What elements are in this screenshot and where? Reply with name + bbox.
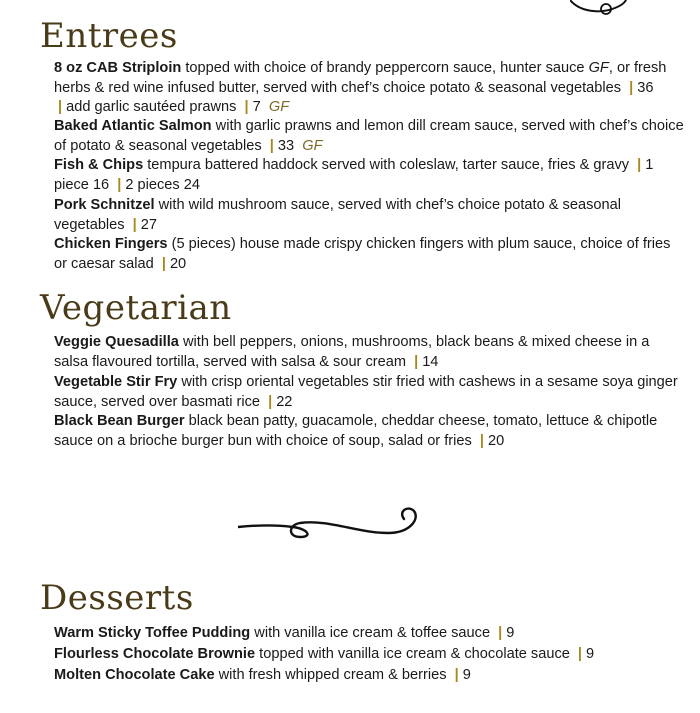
item-option: 2 pieces 24 — [125, 176, 200, 193]
menu-item-vegetable-stir-fry — [54, 373, 684, 412]
separator: | — [414, 353, 419, 370]
menu-item-veggie-quesadilla — [54, 333, 684, 372]
item-description: topped with vanilla ice cream & chocolate sauce — [255, 646, 570, 662]
item-price: 9 — [586, 646, 595, 662]
item-price: 36 — [637, 79, 654, 96]
item-option: 1 piece 16 — [54, 157, 654, 193]
item-description: tempura battered haddock served with coleslaw, tarter sauce, fries & gravy — [143, 157, 630, 173]
separator: | — [161, 255, 166, 272]
item-name: 8 oz CAB Striploin — [54, 60, 182, 76]
item-name: Chicken Fingers — [54, 236, 168, 252]
menu-item-salmon — [54, 117, 684, 156]
separator: | — [479, 432, 484, 449]
menu-item-pork-schnitzel — [54, 196, 684, 235]
item-name: Molten Chocolate Cake — [54, 667, 215, 683]
section-title-entrees: Entrees — [40, 16, 178, 56]
item-price: 9 — [462, 667, 471, 683]
item-price: 20 — [169, 255, 187, 272]
item-price: 20 — [487, 432, 505, 449]
item-description: with bell peppers, onions, mushrooms, black beans & mixed cheese in a salsa flavoured tortilla, served with salsa & sour cream — [54, 334, 650, 370]
separator: | — [498, 625, 503, 641]
item-description: topped with choice of brandy peppercorn sauce, hunter sauce — [181, 60, 589, 76]
item-description: with crisp oriental vegetables stir fried with cashews in a sesame soya ginger sauce, served over basmati rice — [54, 374, 678, 410]
separator: | — [577, 646, 583, 662]
separator: | — [117, 176, 122, 193]
item-price: 27 — [140, 216, 157, 233]
item-name: Black Bean Burger — [54, 413, 185, 429]
gluten-free-tag: GF — [588, 60, 609, 76]
separator: | — [637, 157, 642, 173]
item-price: 9 — [506, 625, 515, 641]
gluten-free-tag: GF — [302, 137, 323, 154]
item-price: 33 — [277, 137, 295, 154]
item-addon: add garlic sautéed prawns — [66, 99, 237, 115]
menu-item-fish-chips — [54, 156, 684, 195]
section-title-vegetarian: Vegetarian — [40, 288, 232, 328]
separator: | — [244, 99, 249, 115]
item-description: with wild mushroom sauce, served with chef’s choice potato & seasonal vegetables — [54, 197, 621, 233]
item-name: Flourless Chocolate Brownie — [54, 646, 256, 662]
item-name: Pork Schnitzel — [54, 197, 155, 213]
item-name: Baked Atlantic Salmon — [54, 118, 212, 134]
menu-item-sticky-toffee-pudding — [54, 624, 684, 644]
separator: | — [58, 99, 63, 115]
item-description: with fresh whipped cream & berries — [214, 667, 447, 683]
item-description: (5 pieces) house made crispy chicken fingers with plum sauce, choice of fries or caesar salad — [54, 236, 671, 272]
separator: | — [629, 79, 634, 96]
separator: | — [132, 216, 137, 233]
item-name: Vegetable Stir Fry — [54, 374, 178, 390]
separator: | — [269, 137, 274, 154]
menu-item-striploin — [54, 59, 684, 118]
item-description: with vanilla ice cream & toffee sauce — [250, 625, 491, 641]
item-name: Veggie Quesadilla — [54, 334, 179, 350]
menu-item-molten-chocolate-cake — [54, 666, 684, 686]
gluten-free-tag: GF — [268, 99, 290, 115]
separator: | — [454, 667, 459, 683]
menu-item-chicken-fingers — [54, 235, 684, 274]
addon-price: 7 — [252, 99, 261, 115]
item-description: black bean patty, guacamole, cheddar cheese, tomato, lettuce & chipotle sauce on a brioche burger bun with choice of soup, salad or fries — [54, 413, 658, 449]
item-price: 22 — [276, 393, 293, 410]
item-name: Warm Sticky Toffee Pudding — [54, 625, 251, 641]
section-title-desserts: Desserts — [40, 578, 194, 618]
swirl-divider — [238, 505, 428, 555]
item-description: with garlic prawns and lemon dill cream sauce, served with chef’s choice of potato & seasonal vegetables — [54, 118, 684, 154]
separator: | — [268, 393, 273, 410]
swirl-ornament-top — [570, 0, 700, 24]
item-price: 14 — [422, 353, 439, 370]
menu-item-chocolate-brownie — [54, 645, 684, 665]
item-description-cont: , or fresh herbs & red wine infused butter, served with chef’s choice potato & seasonal vegetables — [54, 60, 667, 96]
item-name: Fish & Chips — [54, 157, 144, 173]
menu-item-black-bean-burger — [54, 412, 684, 451]
